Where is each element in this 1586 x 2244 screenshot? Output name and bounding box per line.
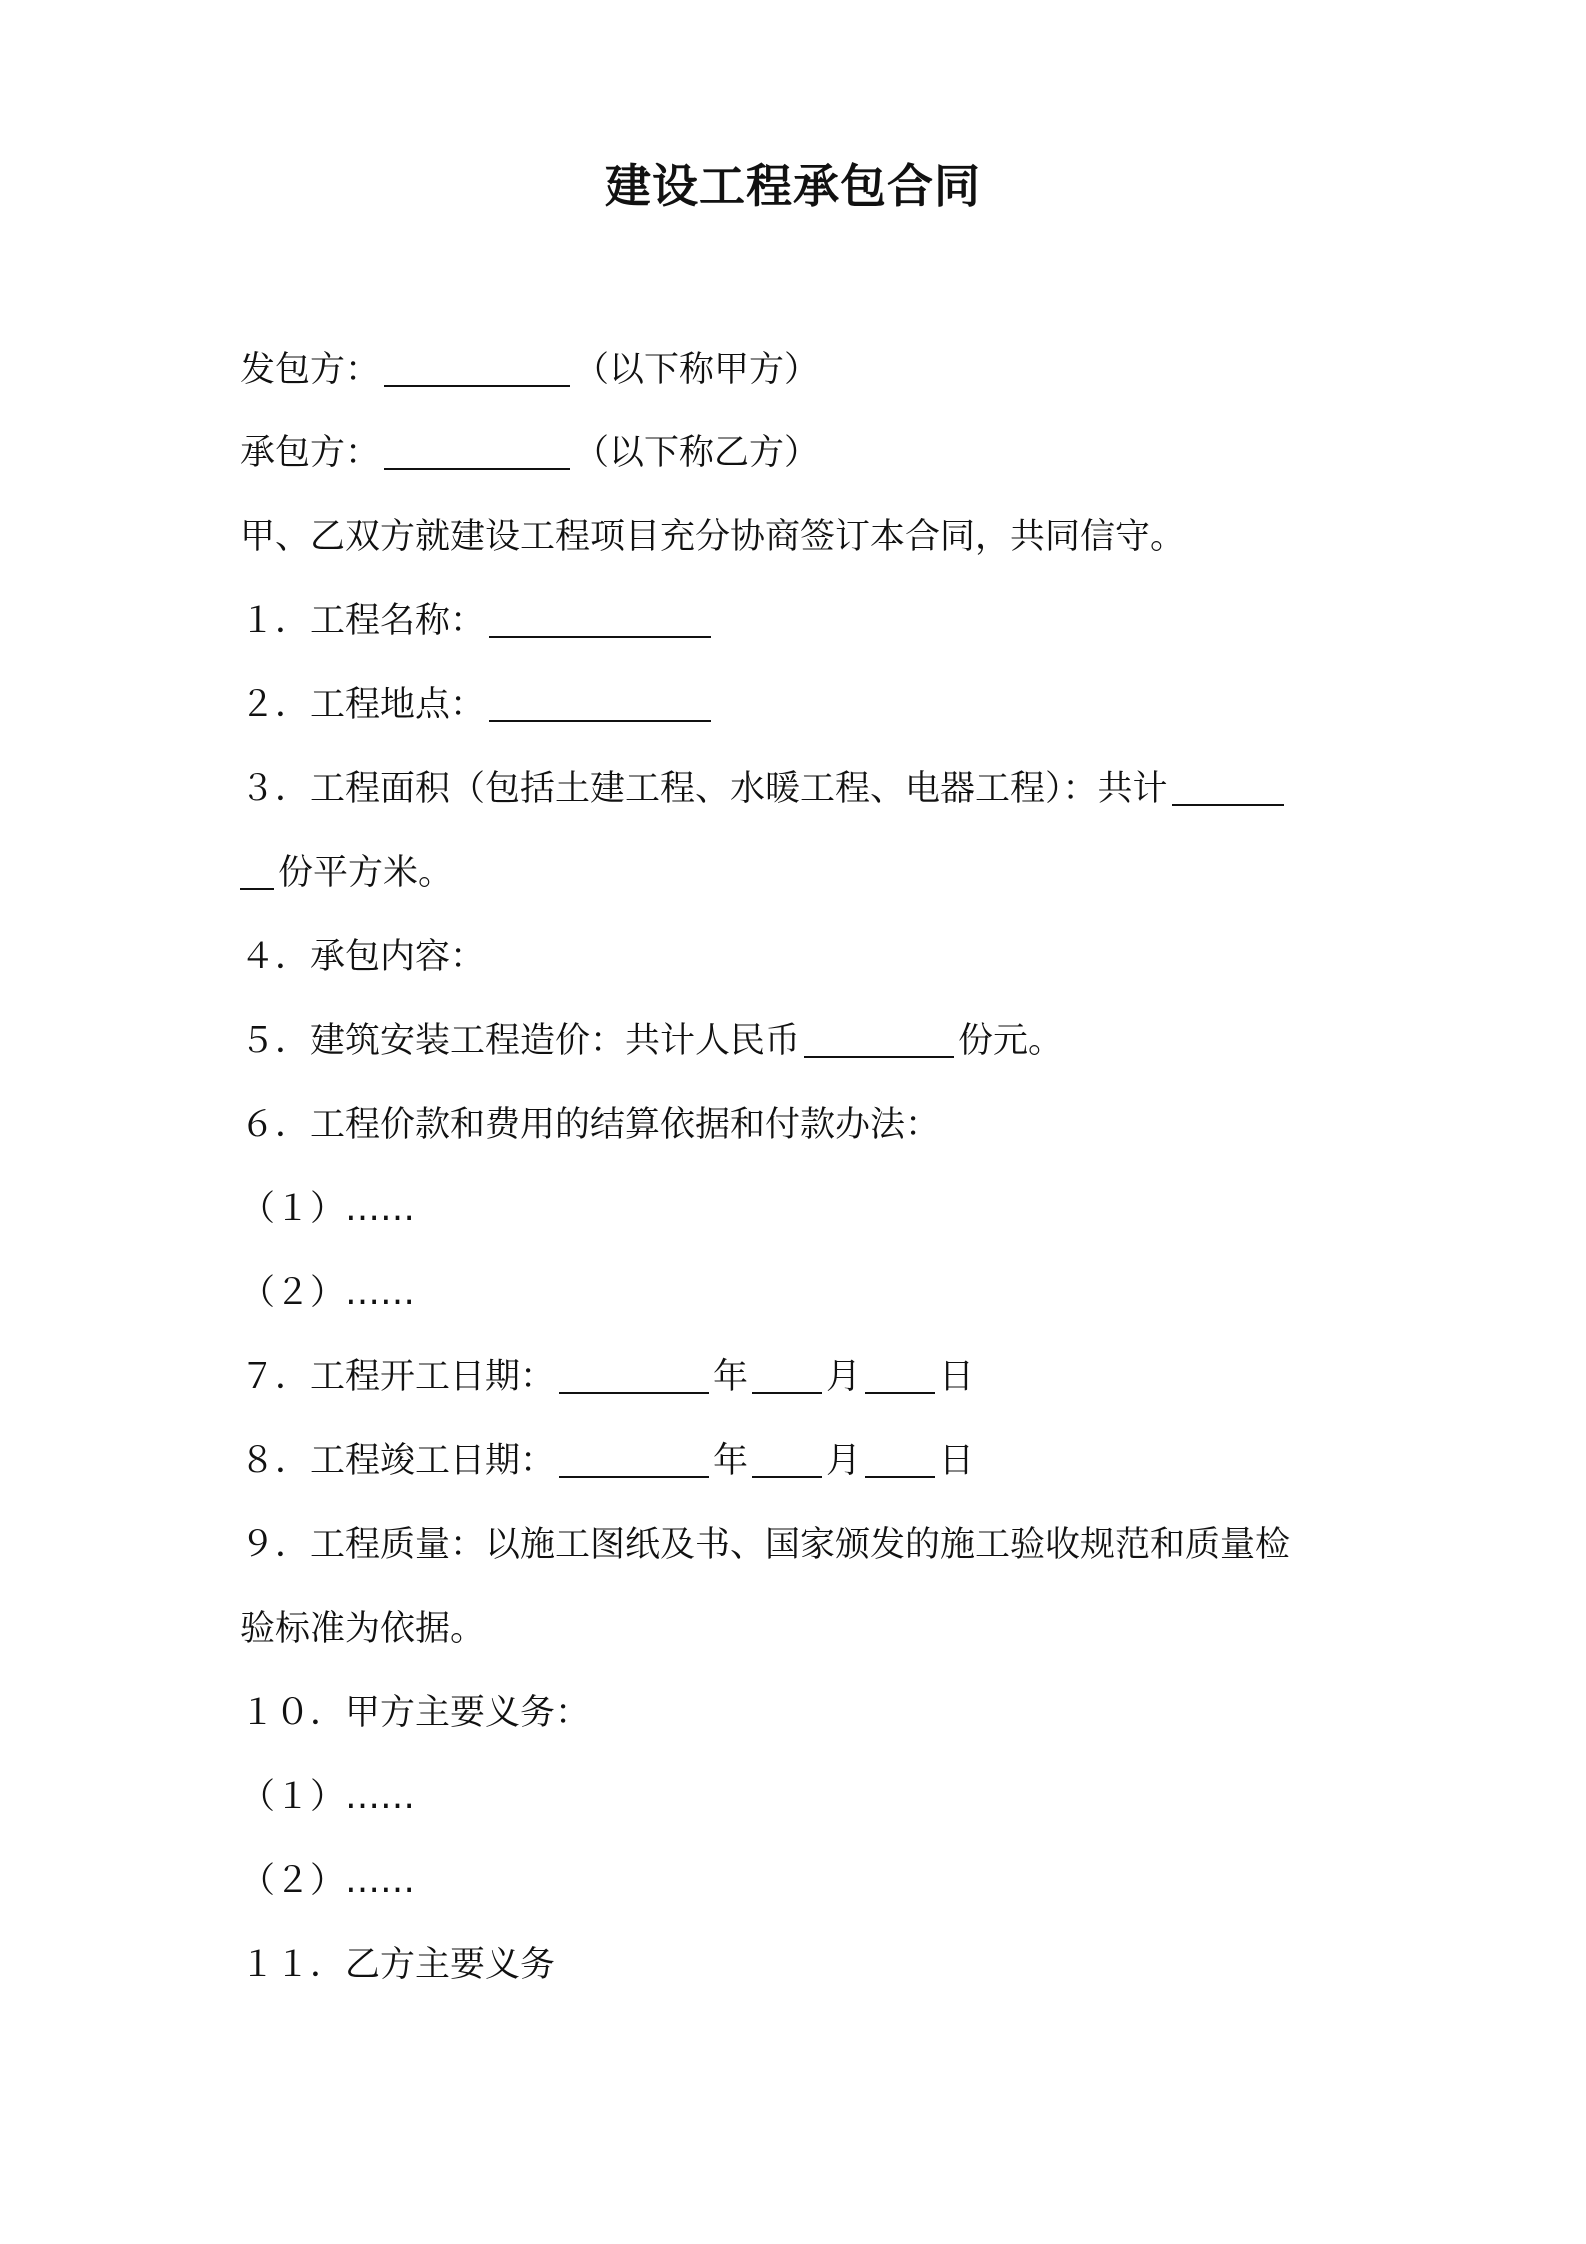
document-title: 建设工程承包合同 xyxy=(605,159,981,213)
item-7-label: ７．工程开工日期： xyxy=(240,1357,556,1397)
item-11-label: １１．乙方主要义务 xyxy=(240,1945,556,1985)
item-2-line xyxy=(240,680,1370,730)
item-9-continuation: 验标准为依据。 xyxy=(240,1609,486,1649)
item-5-line xyxy=(240,1016,1370,1066)
item-3-continuation xyxy=(240,848,1370,898)
item-8-month: 月 xyxy=(826,1441,862,1481)
item-8-day-blank xyxy=(865,1440,935,1478)
item-5-suffix: 份元。 xyxy=(958,1021,1064,1061)
item-7-month-blank xyxy=(752,1356,822,1394)
item-10-label: １０．甲方主要义务： xyxy=(240,1693,591,1733)
party-a-line xyxy=(240,345,1370,395)
preamble: 甲、乙双方就建设工程项目充分协商签订本合同，共同信守。 xyxy=(240,517,1186,557)
item-7-day-blank xyxy=(865,1356,935,1394)
item-3-line xyxy=(240,764,1370,814)
item-3-suffix: 份平方米。 xyxy=(278,853,454,893)
item-7-day: 日 xyxy=(939,1357,975,1397)
item-6-sub-1: （１）…… xyxy=(240,1189,416,1229)
item-6-label: ６．工程价款和费用的结算依据和付款办法： xyxy=(240,1105,941,1145)
item-7-line xyxy=(240,1352,1370,1402)
item-1-label: １．工程名称： xyxy=(240,601,486,641)
item-3-blank xyxy=(1172,768,1284,806)
item-9-text: ９．工程质量：以施工图纸及书、国家颁发的施工验收规范和质量检 xyxy=(240,1525,1291,1565)
item-5-label: ５．建筑安装工程造价：共计人民币 xyxy=(240,1021,801,1061)
party-b-label: 承包方： xyxy=(240,433,381,473)
party-a-label: 发包方： xyxy=(240,350,381,390)
party-b-line xyxy=(240,428,1370,478)
item-8-year-blank xyxy=(559,1440,709,1478)
item-10-sub-1: （１）…… xyxy=(240,1777,416,1817)
item-8-day: 日 xyxy=(939,1441,975,1481)
item-10-sub-2: （２）…… xyxy=(240,1861,416,1901)
item-1-line xyxy=(240,596,1370,646)
party-a-suffix: （以下称甲方） xyxy=(574,350,820,390)
item-7-month: 月 xyxy=(826,1357,862,1397)
item-3-label: ３．工程面积（包括土建工程、水暖工程、电器工程）：共计 xyxy=(240,769,1168,809)
item-5-blank xyxy=(804,1020,954,1058)
item-3-blank-cont xyxy=(240,852,274,890)
item-4-label: ４．承包内容： xyxy=(240,937,486,977)
item-8-year: 年 xyxy=(713,1441,749,1481)
item-7-year-blank xyxy=(559,1356,709,1394)
item-7-year: 年 xyxy=(713,1357,749,1397)
item-2-label: ２．工程地点： xyxy=(240,685,486,725)
item-8-label: ８．工程竣工日期： xyxy=(240,1441,556,1481)
party-b-suffix: （以下称乙方） xyxy=(574,433,820,473)
party-b-blank xyxy=(384,432,570,470)
party-a-blank xyxy=(384,349,570,387)
item-8-month-blank xyxy=(752,1440,822,1478)
item-8-line xyxy=(240,1436,1370,1486)
item-1-blank xyxy=(489,600,711,638)
item-2-blank xyxy=(489,684,711,722)
item-6-sub-2: （２）…… xyxy=(240,1273,416,1313)
